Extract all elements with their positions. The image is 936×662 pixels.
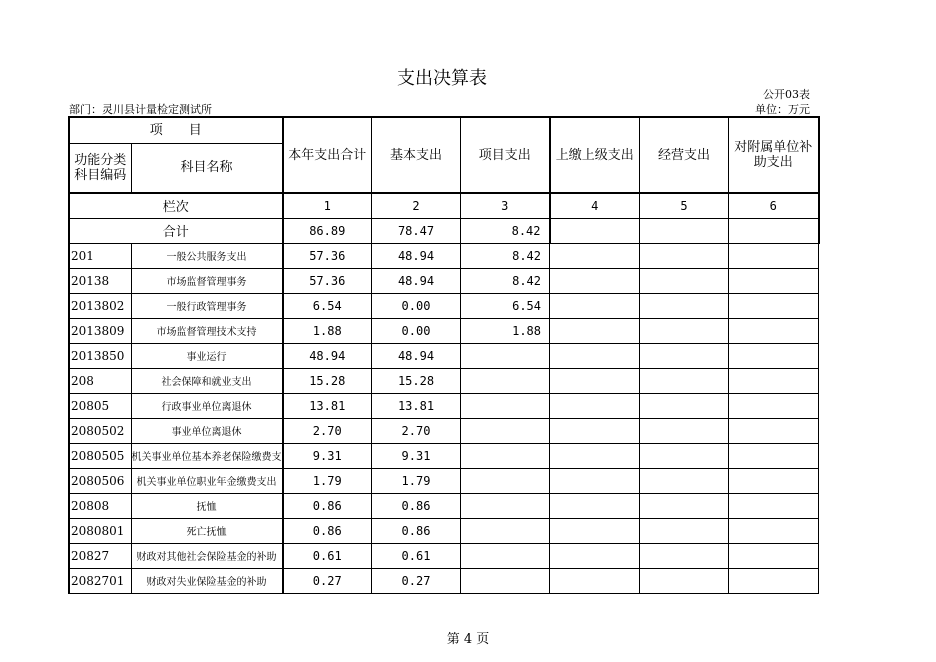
row-label-column-number: 栏次 xyxy=(69,193,283,218)
amount-cell: 8.42 xyxy=(461,268,550,293)
amount-cell xyxy=(729,543,819,568)
header-col-upper: 上缴上级支出 xyxy=(550,117,640,193)
amount-cell xyxy=(640,368,729,393)
amount-cell: 0.27 xyxy=(372,568,461,593)
amount-cell xyxy=(729,268,819,293)
column-number-cell: 5 xyxy=(640,193,729,218)
column-number-cell: 3 xyxy=(461,193,550,218)
amount-cell: 9.31 xyxy=(372,443,461,468)
amount-cell: 13.81 xyxy=(372,393,461,418)
amount-cell: 0.00 xyxy=(372,293,461,318)
amount-cell: 6.54 xyxy=(461,293,550,318)
amount-cell: 57.36 xyxy=(283,268,372,293)
amount-cell: 0.86 xyxy=(372,518,461,543)
subject-code: 201 xyxy=(69,243,131,268)
page-number: 第 4 页 xyxy=(446,632,490,647)
amount-cell xyxy=(729,293,819,318)
subject-name: 市场监督管理技术支持 xyxy=(131,318,283,343)
amount-cell xyxy=(640,493,729,518)
subject-name: 财政对其他社会保险基金的补助 xyxy=(131,543,283,568)
amount-cell xyxy=(640,418,729,443)
table-row xyxy=(69,468,819,493)
amount-cell xyxy=(550,468,640,493)
amount-cell xyxy=(729,368,819,393)
amount-cell xyxy=(550,518,640,543)
amount-cell xyxy=(729,393,819,418)
amount-cell: 0.00 xyxy=(372,318,461,343)
amount-cell xyxy=(461,418,550,443)
amount-cell: 0.61 xyxy=(283,543,372,568)
total-cell xyxy=(550,218,640,243)
table-row xyxy=(69,368,819,393)
amount-cell xyxy=(640,468,729,493)
amount-cell xyxy=(550,418,640,443)
amount-cell xyxy=(461,393,550,418)
subject-code: 20808 xyxy=(69,493,131,518)
amount-cell: 1.88 xyxy=(461,318,550,343)
amount-cell xyxy=(550,368,640,393)
subject-code: 2080801 xyxy=(69,518,131,543)
table-row xyxy=(69,343,819,368)
table-row xyxy=(69,418,819,443)
amount-cell xyxy=(640,243,729,268)
header-func-code: 功能分类科目编码 xyxy=(69,143,131,193)
amount-cell: 1.79 xyxy=(372,468,461,493)
amount-cell: 48.94 xyxy=(372,343,461,368)
amount-cell: 57.36 xyxy=(283,243,372,268)
column-number-cell: 4 xyxy=(550,193,640,218)
amount-cell xyxy=(550,543,640,568)
amount-cell: 1.88 xyxy=(283,318,372,343)
amount-cell xyxy=(640,543,729,568)
table-row xyxy=(69,568,819,593)
table-row xyxy=(69,518,819,543)
amount-cell xyxy=(729,468,819,493)
subject-name: 财政对失业保险基金的补助 xyxy=(131,568,283,593)
header-col-basic: 基本支出 xyxy=(372,117,461,193)
total-cell: 86.89 xyxy=(283,218,372,243)
amount-cell xyxy=(729,518,819,543)
amount-cell xyxy=(461,493,550,518)
amount-cell xyxy=(729,343,819,368)
amount-cell xyxy=(461,368,550,393)
table-row xyxy=(69,268,819,293)
subject-code: 2080502 xyxy=(69,418,131,443)
form-code: 公开03表 xyxy=(763,88,810,101)
subject-name: 抚恤 xyxy=(131,493,283,518)
subject-name: 一般行政管理事务 xyxy=(131,293,283,318)
header-col-business: 经营支出 xyxy=(640,117,729,193)
amount-cell: 48.94 xyxy=(372,243,461,268)
amount-cell xyxy=(640,393,729,418)
amount-cell xyxy=(550,268,640,293)
amount-cell: 48.94 xyxy=(372,268,461,293)
amount-cell xyxy=(550,393,640,418)
header-col-total: 本年支出合计 xyxy=(283,117,372,193)
subject-code: 20138 xyxy=(69,268,131,293)
report-title: 支出决算表 xyxy=(397,68,487,89)
header-subject-name: 科目名称 xyxy=(131,143,283,193)
subject-code: 2080506 xyxy=(69,468,131,493)
total-cell: 78.47 xyxy=(372,218,461,243)
subject-code: 2082701 xyxy=(69,568,131,593)
amount-cell: 2.70 xyxy=(283,418,372,443)
amount-cell: 0.61 xyxy=(372,543,461,568)
amount-cell xyxy=(729,443,819,468)
amount-cell: 2.70 xyxy=(372,418,461,443)
subject-name: 行政事业单位离退休 xyxy=(131,393,283,418)
amount-cell: 0.86 xyxy=(283,518,372,543)
header-col-subsidy: 对附属单位补助支出 xyxy=(729,117,819,193)
amount-cell xyxy=(640,343,729,368)
subject-name: 社会保障和就业支出 xyxy=(131,368,283,393)
table-row xyxy=(69,393,819,418)
amount-cell xyxy=(461,443,550,468)
amount-cell: 0.86 xyxy=(372,493,461,518)
amount-cell xyxy=(550,318,640,343)
amount-cell xyxy=(550,343,640,368)
row-label-total: 合计 xyxy=(69,218,283,243)
amount-cell xyxy=(461,468,550,493)
amount-cell xyxy=(729,243,819,268)
amount-cell: 1.79 xyxy=(283,468,372,493)
subject-name: 事业运行 xyxy=(131,343,283,368)
table-row xyxy=(69,543,819,568)
amount-cell xyxy=(550,443,640,468)
amount-cell xyxy=(640,293,729,318)
column-number-cell: 6 xyxy=(729,193,819,218)
subject-code: 2013850 xyxy=(69,343,131,368)
table-row xyxy=(69,443,819,468)
amount-cell xyxy=(640,318,729,343)
amount-cell xyxy=(640,518,729,543)
subject-name: 机关事业单位基本养老保险缴费支 xyxy=(131,443,283,468)
subject-code: 2013809 xyxy=(69,318,131,343)
total-cell xyxy=(729,218,819,243)
amount-cell xyxy=(729,493,819,518)
amount-cell xyxy=(550,493,640,518)
table-row xyxy=(69,493,819,518)
amount-cell xyxy=(461,568,550,593)
total-cell: 8.42 xyxy=(461,218,550,243)
amount-cell xyxy=(729,318,819,343)
amount-cell: 0.27 xyxy=(283,568,372,593)
amount-cell xyxy=(640,443,729,468)
table-row xyxy=(69,243,819,268)
total-cell xyxy=(640,218,729,243)
subject-name: 市场监督管理事务 xyxy=(131,268,283,293)
amount-cell: 13.81 xyxy=(283,393,372,418)
amount-cell: 15.28 xyxy=(283,368,372,393)
subject-name: 死亡抚恤 xyxy=(131,518,283,543)
amount-cell: 8.42 xyxy=(461,243,550,268)
amount-cell xyxy=(640,268,729,293)
amount-cell xyxy=(640,568,729,593)
amount-cell: 48.94 xyxy=(283,343,372,368)
amount-cell xyxy=(729,418,819,443)
subject-code: 208 xyxy=(69,368,131,393)
amount-cell xyxy=(550,293,640,318)
subject-name: 一般公共服务支出 xyxy=(131,243,283,268)
subject-name: 事业单位离退休 xyxy=(131,418,283,443)
subject-code: 2013802 xyxy=(69,293,131,318)
amount-cell xyxy=(461,543,550,568)
amount-cell: 15.28 xyxy=(372,368,461,393)
table-row xyxy=(69,293,819,318)
column-number-cell: 2 xyxy=(372,193,461,218)
subject-code: 20805 xyxy=(69,393,131,418)
header-col-project: 项目支出 xyxy=(461,117,550,193)
amount-cell: 0.86 xyxy=(283,493,372,518)
amount-cell: 6.54 xyxy=(283,293,372,318)
amount-cell: 9.31 xyxy=(283,443,372,468)
department-label: 部门：灵川县计量检定测试所 xyxy=(69,103,212,116)
table-row xyxy=(69,318,819,343)
amount-cell xyxy=(461,518,550,543)
amount-cell xyxy=(461,343,550,368)
header-item: 项 目 xyxy=(69,117,283,143)
expenditure-table xyxy=(68,116,820,594)
amount-cell xyxy=(729,568,819,593)
subject-code: 2080505 xyxy=(69,443,131,468)
amount-cell xyxy=(550,568,640,593)
amount-cell xyxy=(550,243,640,268)
unit-label: 单位：万元 xyxy=(755,103,810,116)
column-number-cell: 1 xyxy=(283,193,372,218)
subject-name: 机关事业单位职业年金缴费支出 xyxy=(131,468,283,493)
subject-code: 20827 xyxy=(69,543,131,568)
